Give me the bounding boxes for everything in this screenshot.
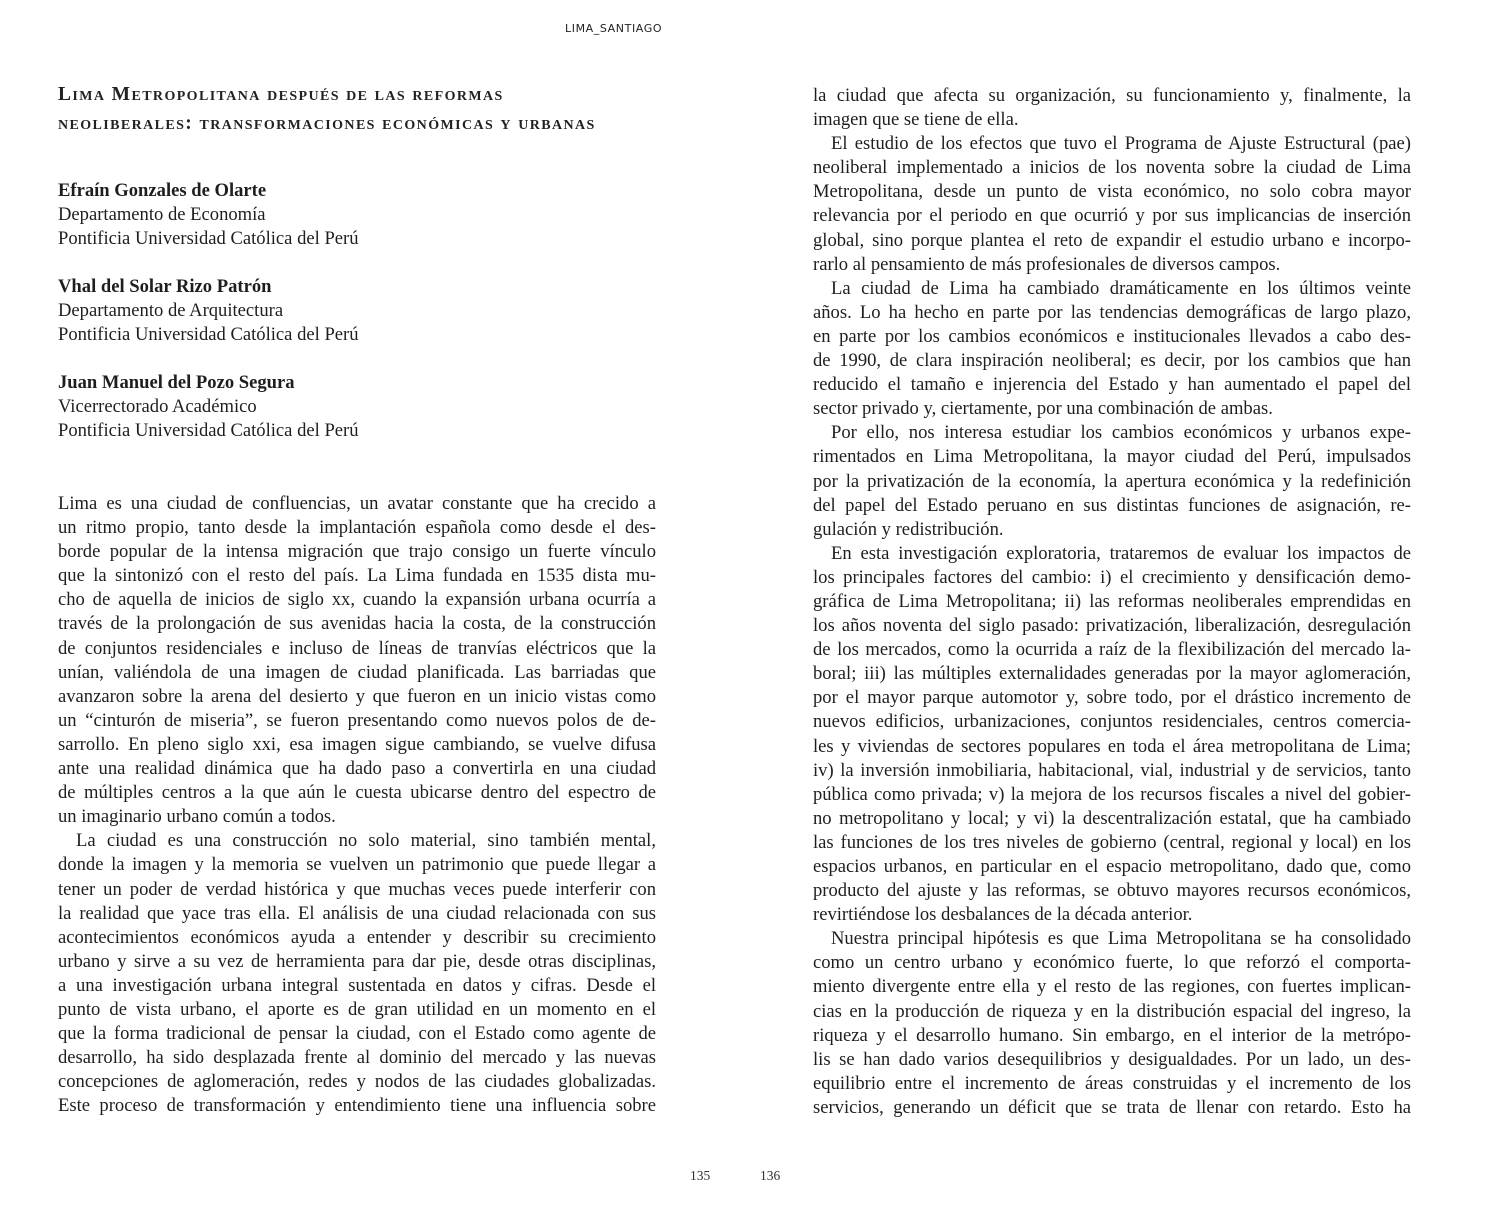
text-line: espacios urbanos, en particular en el espacio metropolitano, dado que, como	[813, 856, 1411, 877]
text-line: como un centro urbano y económico fuerte, lo que reforzó el comporta-	[813, 952, 1411, 974]
text-line: producto del ajuste y las reformas, se obtuvo mayores recursos económicos,	[813, 880, 1411, 902]
right-page-body-text	[813, 84, 1411, 1120]
text-line: En esta investigación exploratoria, trataremos de evaluar los impactos de	[831, 542, 1411, 564]
text-line: imagen que se tiene de ella.	[813, 109, 1019, 131]
text-line: gráfica de Lima Metropolitana; ii) las reformas neoliberales emprendidas en	[813, 590, 1411, 612]
text-line: miento divergente entre ella y el resto de las regiones, con fuertes implican-	[813, 976, 1411, 998]
text-line: los años noventa del siglo pasado: privatización, liberalización, desregulación	[813, 615, 1411, 637]
chapter-title	[58, 80, 668, 138]
text-line: revirtiéndose los desbalances de la década anterior.	[813, 904, 1193, 926]
author-list	[58, 179, 658, 467]
author-block	[58, 371, 658, 443]
text-line: lis se han dado varios desequilibrios y desigualdades. Por un lado, un des-	[813, 1048, 1411, 1070]
text-line: La ciudad de Lima ha cambiado dramáticamente en los últimos veinte	[831, 277, 1411, 299]
text-line: la realidad que yace tras ella. El análisis de una ciudad relacionada con sus	[58, 902, 656, 924]
text-line: la ciudad que afecta su organización, su funcionamiento y, finalmente, la	[813, 85, 1411, 106]
text-line: Nuestra principal hipótesis es que Lima Metropolitana se ha consolidado	[831, 928, 1411, 950]
text-line: urbano y sirve a su vez de herramienta para dar pie, desde otras disciplinas,	[58, 950, 656, 972]
page-number-right: 136	[760, 1168, 781, 1183]
author-institution: Pontificia Universidad Católica del Perú	[58, 420, 359, 441]
text-line: no metropolitano y local; y vi) la descentralización estatal, que ha cambiado	[813, 807, 1411, 829]
author-department: Departamento de Arquitectura	[58, 300, 284, 321]
text-line: a una investigación urbana integral sustentada en datos y cifras. Desde el	[58, 974, 656, 996]
text-line: un ritmo propio, tanto desde la implantación española como desde el des-	[58, 517, 656, 539]
text-line: tener un poder de verdad histórica y que muchas veces puede interferir con	[58, 878, 656, 900]
author-name: Efraín Gonzales de Olarte	[58, 180, 267, 201]
text-line: punto de vista urbano, el aporte es de gran utilidad en un momento en el	[58, 998, 656, 1020]
text-line: avanzaron sobre la arena del desierto y que fueron en un inicio vistas como	[58, 685, 656, 707]
text-line: sarrollo. En pleno siglo xxi, esa imagen sigue cambiando, se vuelve difusa	[58, 733, 656, 755]
text-line: reducido el tamaño e injerencia del Estado y han aumentado el papel del	[813, 374, 1411, 396]
text-line: de múltiples centros a la que aún le cuesta ubicarse dentro del espectro de	[58, 782, 656, 804]
text-line: equilibrio entre el incremento de áreas construidas y el incremento de los	[813, 1072, 1411, 1094]
author-block	[58, 179, 658, 251]
text-line: nuevos edificios, urbanizaciones, conjuntos residenciales, centros comercia-	[813, 711, 1411, 733]
running-head: LIMA_SANTIAGO	[565, 22, 663, 35]
text-line: unían, valiéndola de una imagen de ciudad planificada. Las barriadas que	[58, 661, 656, 683]
text-line: cias en la producción de riqueza y en la distribución espacial del ingreso, la	[813, 1000, 1411, 1022]
text-line: Metropolitana, desde un punto de vista económico, no solo cobra mayor	[813, 181, 1411, 203]
text-line: neoliberal implementado a inicios de los noventa sobre la ciudad de Lima	[813, 157, 1411, 179]
text-line: años. Lo ha hecho en parte por las tendencias demográficas de largo plazo,	[813, 301, 1411, 323]
text-line: rimentados en Lima Metropolitana, la mayor ciudad del Perú, impulsados	[813, 446, 1411, 468]
text-line: por la privatización de la economía, la apertura económica y la redefinición	[813, 470, 1411, 492]
author-name: Juan Manuel del Pozo Segura	[58, 372, 295, 393]
page-number-left: 135	[690, 1168, 711, 1183]
text-line: acontecimientos económicos ayuda a entender y describir su crecimiento	[58, 926, 656, 948]
text-line: boral; iii) las múltiples externalidades generadas por la mayor aglomeración,	[813, 663, 1411, 685]
text-line: ante una realidad dinámica que ha dado paso a convertirla en una ciudad	[58, 758, 656, 780]
text-line: de conjuntos residenciales e incluso de líneas de tranvías eléctricos que la	[58, 637, 656, 659]
text-line: riqueza y el desarrollo humano. Sin embargo, en el interior de la metrópo-	[813, 1024, 1411, 1046]
author-institution: Pontificia Universidad Católica del Perú	[58, 228, 359, 249]
author-department: Departamento de Economía	[58, 204, 266, 225]
text-line: Este proceso de transformación y entendimiento tiene una influencia sobre	[58, 1095, 656, 1117]
title-line: Lima Metropolitana después de las reformas	[58, 84, 504, 105]
text-line: por el mayor parque automotor y, sobre todo, por el drástico incremento de	[813, 687, 1411, 709]
text-line: un imaginario urbano común a todos.	[58, 806, 336, 828]
author-department: Vicerrectorado Académico	[58, 396, 257, 417]
text-line: relevancia por el periodo en que ocurrió y por sus implicancias de inserción	[813, 205, 1411, 227]
text-line: iv) la inversión inmobiliaria, habitacional, vial, industrial y de servicios, tanto	[813, 759, 1411, 781]
text-line: El estudio de los efectos que tuvo el Programa de Ajuste Estructural (pae)	[831, 133, 1411, 155]
text-line: que la forma tradicional de pensar la ciudad, con el Estado como agente de	[58, 1023, 656, 1045]
text-line: Lima es una ciudad de confluencias, un avatar constante que ha crecido a	[58, 493, 656, 514]
text-line: borde popular de la intensa migración que trajo consigo un fuerte vínculo	[58, 541, 656, 563]
left-page-body-text	[58, 492, 656, 1118]
author-name: Vhal del Solar Rizo Patrón	[58, 276, 272, 297]
text-line: los principales factores del cambio: i) el crecimiento y densificación demo-	[813, 566, 1411, 588]
text-line: servicios, generando un déficit que se trata de llenar con retardo. Esto ha	[813, 1096, 1411, 1118]
text-line: en parte por los cambios económicos e institucionales llevados a cabo des-	[813, 325, 1411, 347]
text-line: través de la prolongación de sus avenidas hacia la costa, de la construcción	[58, 613, 656, 635]
text-line: desarrollo, ha sido desplazada frente al dominio del mercado y las nuevas	[58, 1047, 656, 1069]
title-line: neoliberales: transformaciones económicas y urbanas	[58, 113, 596, 134]
text-line: las funciones de los tres niveles de gobierno (central, regional y local) en los	[813, 831, 1411, 853]
text-line: les y viviendas de sectores populares en toda el área metropolitana de Lima;	[813, 735, 1411, 757]
author-block	[58, 275, 658, 347]
text-line: un “cinturón de miseria”, se fueron presentando como nuevos polos de de-	[58, 709, 656, 731]
text-line: de 1990, de clara inspiración neoliberal; es decir, por los cambios que han	[813, 350, 1411, 372]
text-line: concepciones de aglomeración, redes y nodos de las ciudades globalizadas.	[58, 1071, 656, 1093]
author-institution: Pontificia Universidad Católica del Perú	[58, 324, 359, 345]
text-line: cho de aquella de inicios de siglo xx, cuando la expansión urbana ocurría a	[58, 589, 656, 611]
text-line: donde la imagen y la memoria se vuelven un patrimonio que puede llegar a	[58, 854, 656, 876]
text-line: rarlo al pensamiento de más profesionales de diversos campos.	[813, 253, 1281, 275]
text-line: Por ello, nos interesa estudiar los cambios económicos y urbanos expe-	[831, 422, 1411, 444]
text-line: La ciudad es una construcción no solo material, sino también mental,	[76, 830, 656, 852]
text-line: gulación y redistribución.	[813, 518, 1004, 540]
text-line: de los mercados, como la ocurrida a raíz de la flexibilización del mercado la-	[813, 639, 1411, 661]
text-line: que la sintonizó con el resto del país. La Lima fundada en 1535 dista mu-	[58, 565, 656, 587]
text-line: sector privado y, ciertamente, por una combinación de ambas.	[813, 398, 1273, 420]
text-line: pública como privada; v) la mejora de los recursos fiscales a nivel del gobier-	[813, 783, 1411, 805]
text-line: del papel del Estado peruano en sus distintas funciones de asignación, re-	[813, 494, 1411, 516]
text-line: global, sino porque plantea el reto de expandir el estudio urbano e incorpo-	[813, 229, 1411, 251]
